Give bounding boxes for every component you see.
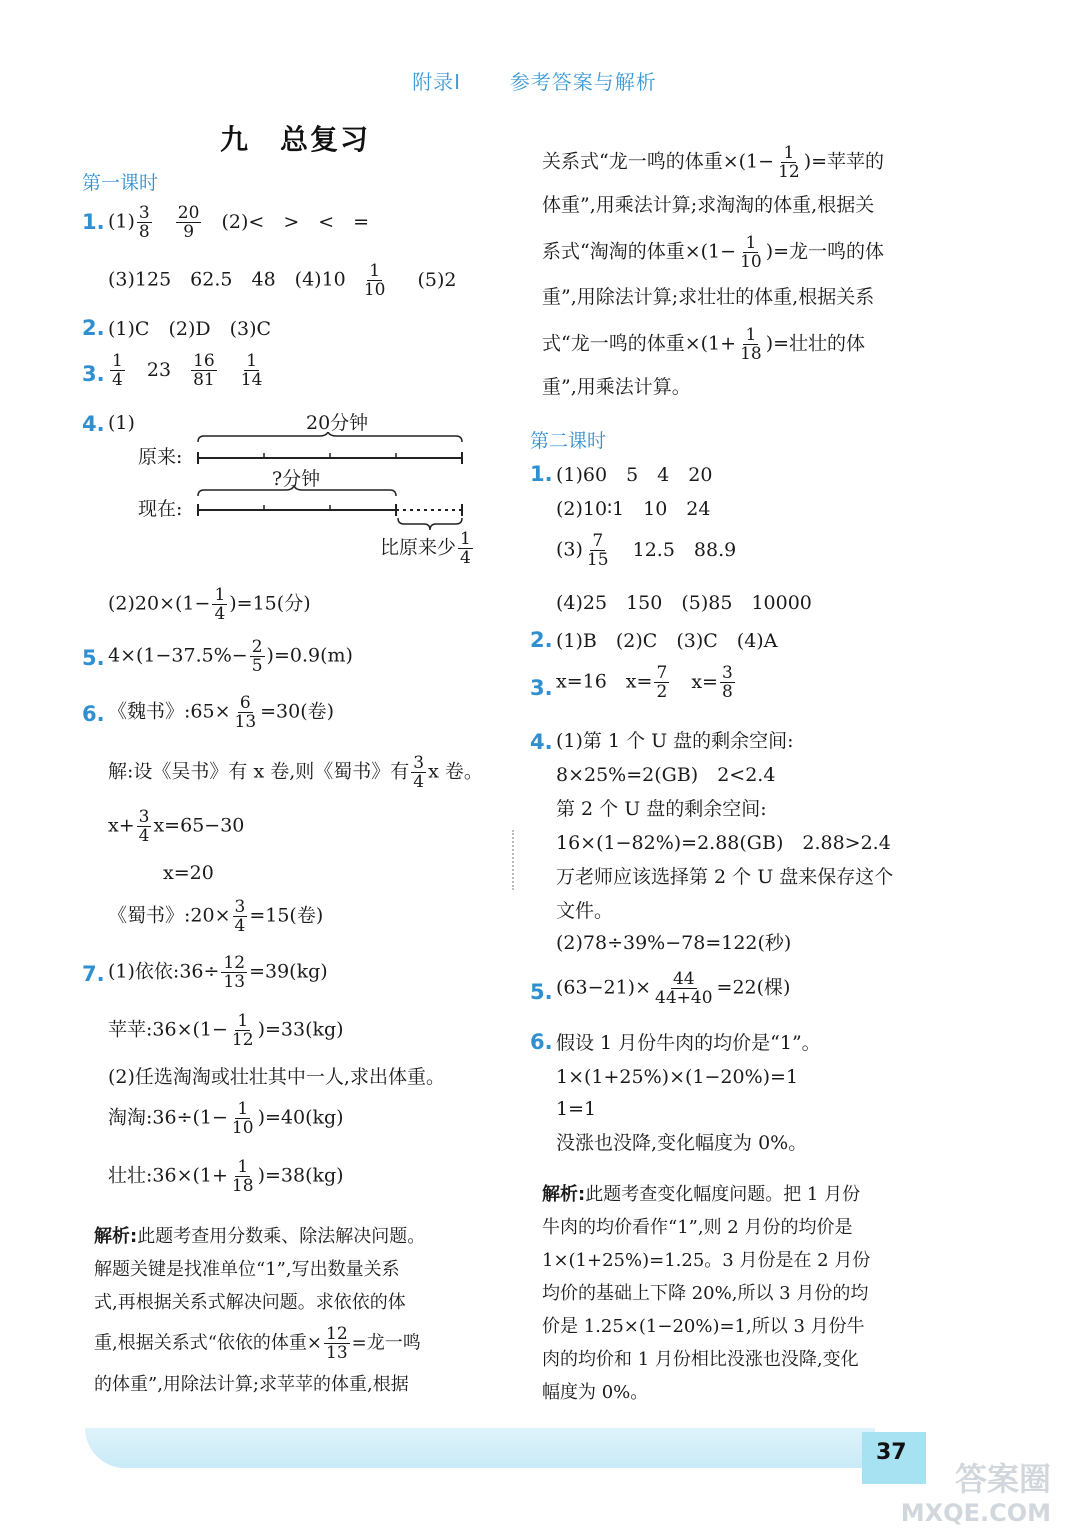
answer-line: (2)78÷39%−78=122(秒) bbox=[556, 932, 792, 954]
question-number: 5. bbox=[530, 980, 553, 1004]
text: )=龙一鸣的体 bbox=[765, 240, 885, 263]
fraction: $\frac{12}{13}$ bbox=[326, 1324, 348, 1363]
answer-line: 1×(1+25%)×(1−20%)=1 bbox=[556, 1066, 799, 1088]
fraction: $\frac{7}{2}$ bbox=[656, 663, 668, 702]
answer-line: 16×(1−82%)=2.88(GB) 2.88>2.4 bbox=[556, 832, 891, 854]
answer-line: 文件。 bbox=[556, 900, 614, 922]
text: 的体重”,用除法计算;求苹苹的体重,根据 bbox=[94, 1374, 409, 1395]
diagram-label-mid: ?分钟 bbox=[272, 468, 321, 490]
text: =22(棵) bbox=[716, 976, 791, 999]
text-line bbox=[542, 326, 865, 363]
text: 价是 1.25×(1−20%)=1,所以 3 月份牛 bbox=[542, 1316, 865, 1337]
segment-diagram bbox=[190, 432, 475, 532]
text: 《蜀书》:20× bbox=[108, 904, 231, 927]
fraction: $\frac{6}{13}$ bbox=[234, 693, 257, 732]
diagram-label-less bbox=[380, 530, 475, 567]
text: (2)< > < = bbox=[221, 210, 370, 233]
text: 解题关键是找准单位“1”,写出数量关系 bbox=[94, 1259, 400, 1280]
text: 壮壮:36×(1+ bbox=[108, 1164, 228, 1187]
answer-line bbox=[108, 262, 457, 299]
text: )=壮壮的体 bbox=[765, 332, 866, 355]
page-number: 37 bbox=[876, 1440, 907, 1465]
text: x 卷。 bbox=[428, 760, 483, 783]
answer-line bbox=[108, 898, 323, 935]
answer-line: 没涨也没降,变化幅度为 0%。 bbox=[556, 1132, 808, 1154]
text: x=16 x= bbox=[556, 670, 653, 693]
fraction: $\frac{1}{12}$ bbox=[778, 143, 800, 182]
answer-line: 万老师应该选择第 2 个 U 盘来保存这个 bbox=[556, 866, 894, 888]
fraction: $\frac{1}{10}$ bbox=[363, 261, 386, 300]
answer-line bbox=[108, 1012, 344, 1049]
question-number: 5. bbox=[82, 646, 105, 670]
explanation-block bbox=[542, 1178, 870, 1409]
text: 重,根据关系式“依依的体重× bbox=[94, 1332, 323, 1354]
fraction: $\frac{2}{5}$ bbox=[251, 637, 263, 676]
text: 此题考查用分数乘、除法解决问题。 bbox=[137, 1226, 426, 1247]
text-line bbox=[542, 144, 884, 181]
explanation-label: 解析: bbox=[94, 1226, 138, 1247]
text-line: 重”,用除法计算;求壮壮的体重,根据关系 bbox=[542, 286, 875, 308]
answer-line: (2)10∶1 10 24 bbox=[556, 498, 711, 520]
answer-line: 1=1 bbox=[556, 1098, 597, 1120]
fraction: $\frac{1}{4}$ bbox=[214, 585, 226, 624]
text: (3) bbox=[556, 538, 583, 561]
answer-line: (4)25 150 (5)85 10000 bbox=[556, 592, 812, 614]
text: =龙一鸣 bbox=[351, 1332, 421, 1354]
question-number: 2. bbox=[530, 628, 553, 652]
fraction: $\frac{1}{18}$ bbox=[740, 325, 762, 364]
text: 《魏书》:65× bbox=[108, 700, 231, 723]
text: )=38(kg) bbox=[257, 1164, 344, 1187]
answer-line: 8×25%=2(GB) 2<2.4 bbox=[556, 764, 776, 786]
text: 关系式“龙一鸣的体重×(1− bbox=[542, 150, 775, 173]
answer-line bbox=[108, 694, 334, 731]
text: (5)2 bbox=[417, 268, 457, 291]
text: 此题考查变化幅度问题。把 1 月份 bbox=[585, 1184, 861, 1205]
text: (63−21)× bbox=[556, 976, 652, 999]
fraction: $\frac{12}{13}$ bbox=[223, 953, 246, 992]
answer-line bbox=[108, 954, 328, 991]
answer-line bbox=[108, 638, 353, 675]
text: 23 bbox=[146, 358, 172, 381]
fraction: $\frac{3}{4}$ bbox=[234, 897, 246, 936]
fraction: $\frac{3}{8}$ bbox=[138, 203, 150, 242]
answer-line bbox=[108, 808, 244, 845]
text: x=65−30 bbox=[153, 814, 245, 837]
question-number: 3. bbox=[82, 362, 105, 386]
fraction: $\frac{1}{4}$ bbox=[460, 529, 471, 568]
question-number: 1. bbox=[530, 462, 553, 486]
fraction: $\frac{20}{9}$ bbox=[177, 203, 200, 242]
text: 12.5 88.9 bbox=[632, 538, 737, 561]
header-title: 参考答案与解析 bbox=[509, 70, 657, 94]
watermark-logo bbox=[901, 1462, 1051, 1530]
answer-line bbox=[108, 586, 311, 623]
fraction: $\frac{3}{4}$ bbox=[413, 753, 425, 792]
question-number: 4. bbox=[82, 412, 105, 436]
chapter-title: 九 总复习 bbox=[220, 123, 371, 156]
answer-line bbox=[556, 970, 790, 1007]
fraction: $\frac{7}{15}$ bbox=[586, 531, 609, 570]
fraction: $\frac{1}{10}$ bbox=[740, 233, 762, 272]
explanation-block bbox=[94, 1220, 425, 1401]
text: x= bbox=[691, 670, 718, 693]
text: 系式“淘淘的体重×(1− bbox=[542, 240, 737, 263]
text: (2)20×(1− bbox=[108, 592, 211, 615]
question-number: 2. bbox=[82, 316, 105, 340]
part-label: (1) bbox=[108, 412, 135, 434]
text: )=40(kg) bbox=[257, 1106, 344, 1129]
question-number: 4. bbox=[530, 730, 553, 754]
watermark-url: MXQE.COM bbox=[900, 1499, 1051, 1527]
page-header bbox=[0, 66, 1069, 95]
answer-line: x=20 bbox=[163, 862, 214, 884]
question-number: 6. bbox=[82, 702, 105, 726]
appendix-label: 附录Ⅰ bbox=[412, 70, 462, 94]
text: 幅度为 0%。 bbox=[542, 1382, 649, 1403]
answer-line: (1)60 5 4 20 bbox=[556, 464, 713, 486]
fraction: $\frac{1}{18}$ bbox=[231, 1157, 254, 1196]
answer-line bbox=[108, 1158, 344, 1195]
text-line: 体重”,用乘法计算;求淘淘的体重,根据关 bbox=[542, 194, 875, 216]
section-heading-1: 第一课时 bbox=[82, 172, 159, 194]
diagram-label-top: 20分钟 bbox=[306, 412, 369, 434]
question-number: 6. bbox=[530, 1030, 553, 1054]
text-line: 重”,用乘法计算。 bbox=[542, 376, 691, 398]
fraction: $\frac{1}{12}$ bbox=[231, 1011, 254, 1050]
fraction: $\frac{44}{44+40}$ bbox=[655, 969, 713, 1008]
explanation-label: 解析: bbox=[542, 1184, 586, 1205]
fraction: $\frac{3}{8}$ bbox=[721, 663, 733, 702]
text: 式,再根据关系式解决问题。求依依的体 bbox=[94, 1292, 406, 1313]
text: )=33(kg) bbox=[257, 1018, 344, 1041]
diagram-row-label: 现在: bbox=[138, 498, 183, 520]
text: 解:设《吴书》有 x 卷,则《蜀书》有 bbox=[108, 760, 410, 783]
text: =30(卷) bbox=[260, 700, 335, 723]
question-number: 1. bbox=[82, 210, 105, 234]
answer-line bbox=[108, 352, 266, 389]
answer-line: 第 2 个 U 盘的剩余空间: bbox=[556, 798, 767, 820]
column-divider bbox=[512, 830, 516, 890]
text-line bbox=[542, 234, 884, 271]
fraction: $\frac{16}{81}$ bbox=[193, 351, 215, 390]
text: )=苹苹的 bbox=[803, 150, 885, 173]
text: x+ bbox=[108, 814, 135, 837]
text: (3)125 62.5 48 (4)10 bbox=[108, 268, 346, 291]
answer-line bbox=[108, 754, 483, 791]
answer-line: (1)B (2)C (3)C (4)A bbox=[556, 630, 778, 652]
fraction: $\frac{1}{14}$ bbox=[240, 351, 263, 390]
answer-line bbox=[108, 204, 369, 241]
text: 比原来少 bbox=[380, 536, 457, 559]
question-number: 7. bbox=[82, 962, 105, 986]
answer-line: (2)任选淘淘或壮壮其中一人,求出体重。 bbox=[108, 1066, 445, 1088]
answer-line bbox=[556, 664, 737, 701]
answer-line bbox=[108, 1100, 344, 1137]
text: 淘淘:36÷(1− bbox=[108, 1106, 228, 1129]
text: 式“龙一鸣的体重×(1+ bbox=[542, 332, 737, 355]
fraction: $\frac{3}{4}$ bbox=[138, 807, 150, 846]
answer-line bbox=[556, 532, 736, 569]
text: =15(卷) bbox=[249, 904, 324, 927]
text: )=15(分) bbox=[229, 592, 311, 615]
watermark-text: 答案圈 bbox=[954, 1460, 1051, 1498]
fraction: $\frac{1}{4}$ bbox=[112, 351, 123, 390]
text: (1)依依:36÷ bbox=[108, 960, 220, 983]
answer-line: 假设 1 月份牛肉的均价是“1”。 bbox=[556, 1032, 821, 1054]
answer-line: (1)第 1 个 U 盘的剩余空间: bbox=[556, 730, 794, 752]
fraction: $\frac{1}{10}$ bbox=[231, 1099, 254, 1138]
text: =39(kg) bbox=[249, 960, 328, 983]
text: 苹苹:36×(1− bbox=[108, 1018, 228, 1041]
footer-band bbox=[85, 1428, 875, 1468]
diagram-row-label: 原来: bbox=[138, 446, 183, 468]
text: 肉的均价和 1 月份相比没涨也没降,变化 bbox=[542, 1349, 859, 1370]
text: )=0.9(m) bbox=[266, 644, 353, 667]
text: 牛肉的均价看作“1”,则 2 月份的均价是 bbox=[542, 1217, 853, 1238]
text: (1) bbox=[108, 210, 135, 233]
text: 均价的基础上下降 20%,所以 3 月份的均 bbox=[542, 1283, 869, 1304]
section-heading-2: 第二课时 bbox=[530, 430, 607, 452]
text: 4×(1−37.5%− bbox=[108, 644, 248, 667]
text: 1×(1+25%)=1.25。3 月份是在 2 月份 bbox=[542, 1250, 871, 1271]
question-number: 3. bbox=[530, 676, 553, 700]
answer-line: (1)C (2)D (3)C bbox=[108, 318, 272, 340]
